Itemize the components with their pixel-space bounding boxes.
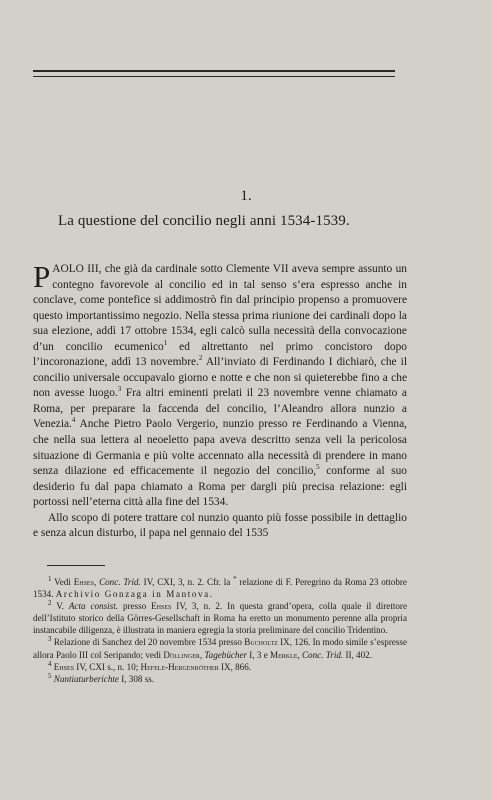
paragraph-1: PAOLO III, che già da cardinale sotto Clemente VII aveva sempre assunto un contegno favorevole al concilio ed in tal senso s’era espresso anche in conclave, come pontefice si addimostrò fin dal principio propenso a promuovere questo importantissimo negozio. Nella stessa prima riunione dei cardinali dopo la sua elezione, addì 17 ottobre 1534, egli calcò sulla necessità della convocazione d’un concilio ecumenico$^1$ ed altrettanto nel primo concistoro dopo l’incoronazione, addì 13 novembre.$^2$ All’inviato di Ferdinando I dichiarò, che il concilio universale occupavalo giorno e notte e che non si quieterebbe fino a che non avesse luogo.$^3$ Fra altri eminenti prelati il 23 novembre venne chiamato a Roma, per preparare la faccenda del concilio, l’Aleandro allora nunzio a Venezia.$^4$ Anche Pietro Paolo Vergerio, nunzio presso re Ferdinando a Vienna, che nella sua lettera al neoeletto papa aveva descritto senza veli la pericolosa situazione di Germania e più volte accennato alla necessità di prendere in mano senza dilazione ed efficacemente il negozio del concilio,$^5$ conforme al suo desiderio fu dal papa chiamato a Roma per dargli più precisa relazione: egli portossi nell’eterna città alla fine del 1534. [33, 259, 407, 509]
header-rule-thin [33, 76, 395, 77]
chapter-number: 1. [240, 188, 252, 204]
footnote-ref-3[interactable]: 3 [117, 385, 122, 394]
footnote-separator [47, 565, 105, 566]
chapter-title: La questione del concilio negli anni 1534-1539. [58, 213, 350, 229]
footnote-1: $^1$ Vedi Ehses, Conc. Trid. IV, CXI, 3, n. 2. Cfr. la * relazione di F. Peregrino da Roma 23 ottobre 1534. Archivio Gonzaga in Mantova. [33, 574, 407, 600]
drop-cap: P [33, 259, 51, 294]
footnote-2: $^2$ V. Acta consist. presso Ehses IV, 3, n. 2. In questa grand’opera, colla quale il direttore dell’Istituto storico della Görres-Gesellschaft in Roma ha eretto un monumento perenne alla propria instancabile diligenza, è illustrata in maniera egregia la storia preliminare del concilio Tridentino. [33, 599, 407, 636]
main-text [33, 259, 407, 542]
header-rule-thick [33, 70, 395, 72]
footnote-ref-5[interactable]: 5 [316, 463, 320, 472]
footnote-ref-1[interactable]: 1 [163, 338, 168, 347]
footnote-5: $^5$ Nuntiaturberichte I, 308 ss. [48, 671, 155, 684]
lead-word: AOLO [52, 263, 84, 275]
paragraph-2: Allo scopo di potere trattare col nunzio quanto più fosse possibile in dettaglio e senza alcun disturbo, il papa nel gennaio del 1535 [33, 511, 407, 540]
footnote-4: $^4$ Ehses IV, CXI s., n. 10; Hefele-Hergenröther IX, 866. [48, 659, 252, 672]
footnote-3: $^3$ Relazione di Sanchez del 20 novembre 1534 presso Bucholtz IX, 126. In modo simile s’espresse allora Paolo III col Seripando; vedi Döllinger, Tagebücher I, 3 e Merkle, Conc. Trid. II, 402. [33, 635, 407, 660]
footnote-ref-4[interactable]: 4 [71, 416, 76, 425]
footnote-ref-2[interactable]: 2 [198, 354, 203, 363]
footnotes [33, 576, 407, 685]
